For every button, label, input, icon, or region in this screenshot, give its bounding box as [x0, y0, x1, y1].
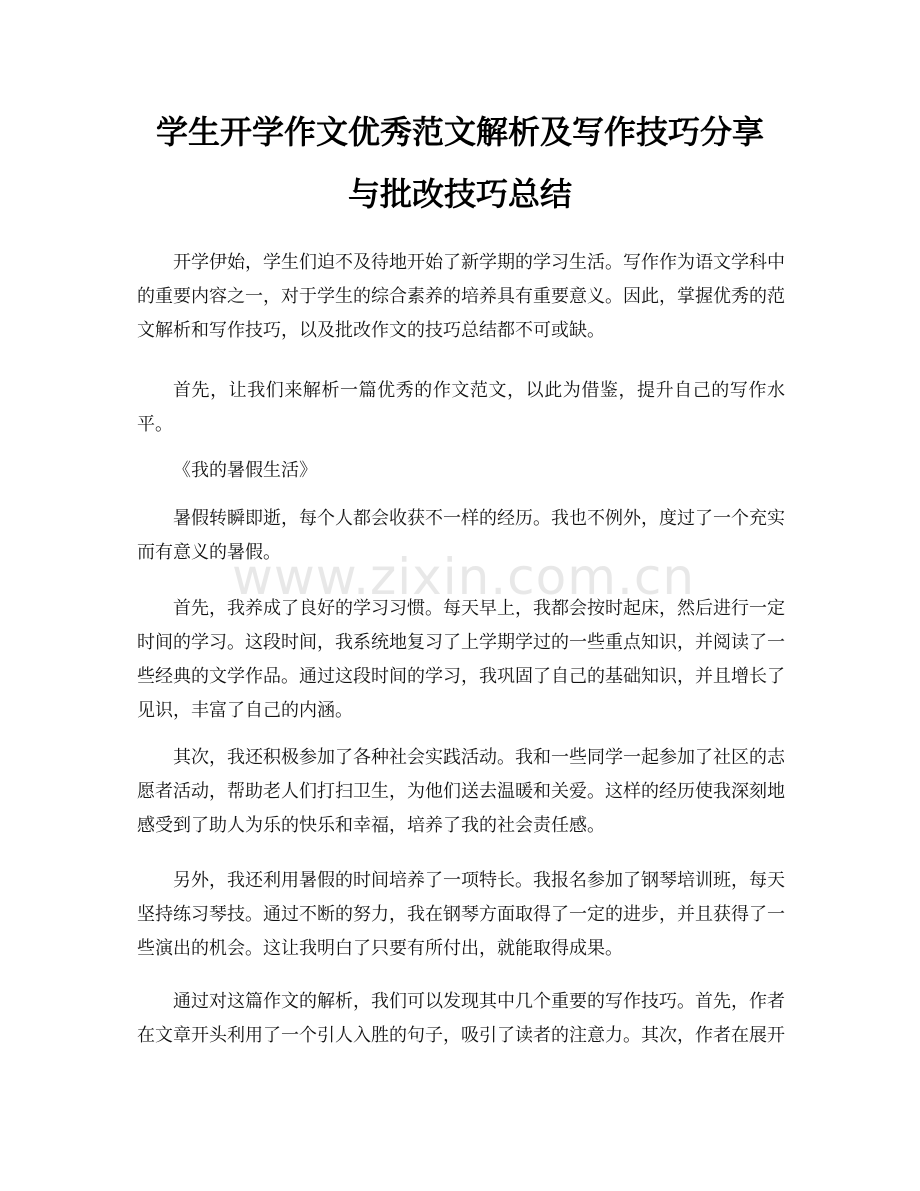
- paragraph-study-habits: 首先，我养成了良好的学习习惯。每天早上，我都会按时起床，然后进行一定时间的学习。这段时间，我系统地复习了上学期学过的一些重点知识，并阅读了一些经典的文学作品。通过这段时间的学习，我巩固了自己的基础知识，并且增长了见识，丰富了自己的内涵。: [137, 598, 785, 721]
- paragraph-piano: 另外，我还利用暑假的时间培养了一项特长。我报名参加了钢琴培训班，每天坚持练习琴技。通过不断的努力，我在钢琴方面取得了一定的进步，并且获得了一些演出的机会。这让我明白了只要有所付出，就能取得成果。: [137, 870, 785, 959]
- paragraph-writing-tips: 通过对这篇作文的解析，我们可以发现其中几个重要的写作技巧。首先，作者在文章开头利用了一个引人入胜的句子，吸引了读者的注意力。其次，作者在展开: [137, 991, 785, 1046]
- document-title-line-2: 与批改技巧总结: [347, 175, 572, 213]
- watermark: www.zixin.com.cn: [232, 548, 696, 606]
- paragraph-social-practice: 其次，我还积极参加了各种社会实践活动。我和一些同学一起参加了社区的志愿者活动，帮助老人们打扫卫生，为他们送去温暖和关爱。这样的经历使我深刻地感受到了助人为乐的快乐和幸福，培养了我的社会责任感。: [137, 747, 785, 836]
- essay-title: 《我的暑假生活》: [173, 460, 317, 481]
- paragraph-essay-opening: 暑假转瞬即逝，每个人都会收获不一样的经历。我也不例外，度过了一个充实而有意义的暑假。: [137, 508, 785, 563]
- paragraph-intro: 开学伊始，学生们迫不及待地开始了新学期的学习生活。写作作为语文学科中的重要内容之一，对于学生的综合素养的培养具有重要意义。因此，掌握优秀的范文解析和写作技巧，以及批改作文的技巧总结都不可或缺。: [137, 252, 785, 341]
- paragraph-analysis-intro: 首先，让我们来解析一篇优秀的作文范文，以此为借鉴，提升自己的写作水平。: [137, 380, 785, 435]
- document-title-line-1: 学生开学作文优秀范文解析及写作技巧分享: [155, 113, 764, 151]
